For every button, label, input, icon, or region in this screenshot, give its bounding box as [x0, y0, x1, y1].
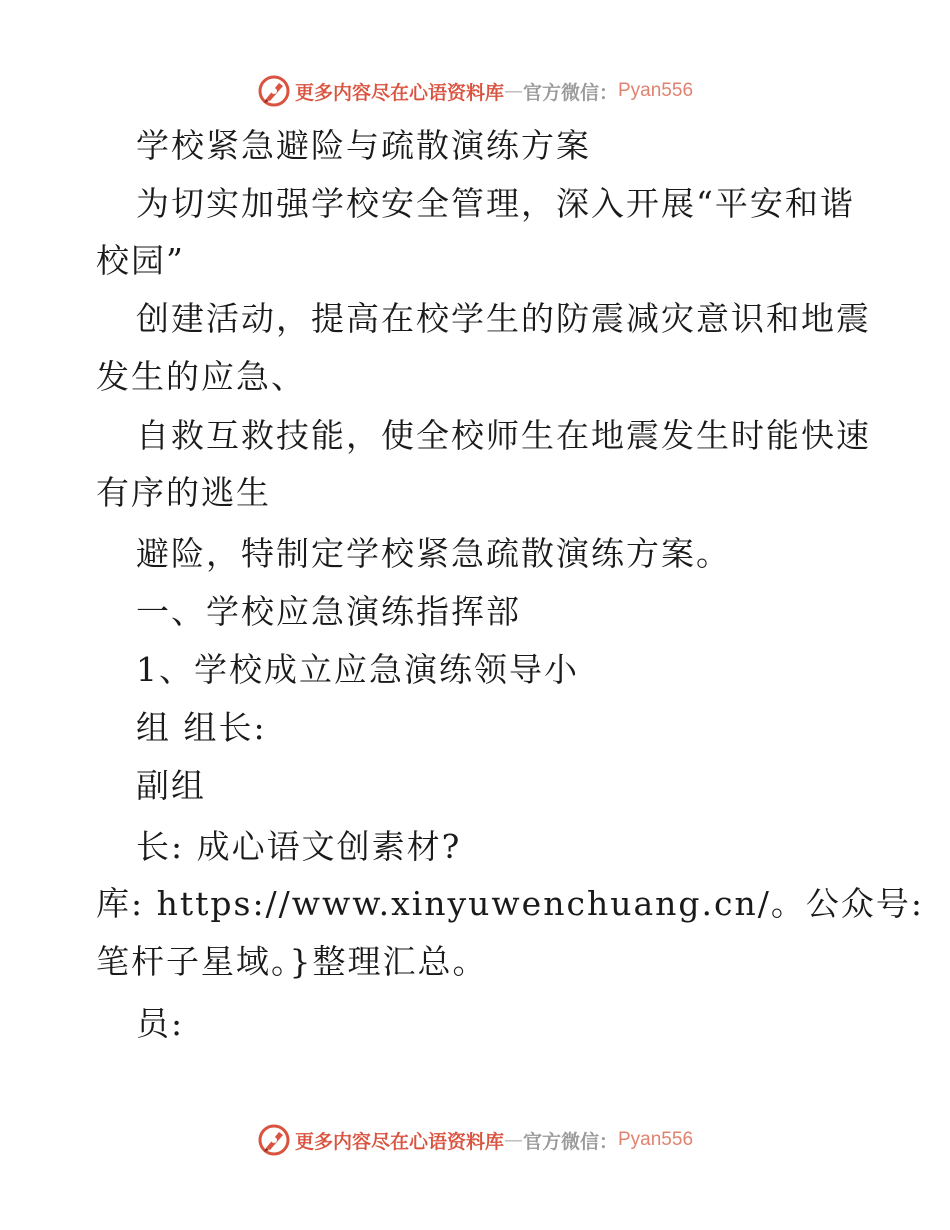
paragraph-line: 笔杆子星域。}整理汇总。 — [96, 942, 488, 981]
watermark-main-text: 更多内容尽在心语资料库 — [294, 81, 504, 104]
paragraph-line: 副组 — [136, 766, 206, 805]
footer-watermark — [0, 1120, 950, 1160]
watermark-dash: — — [503, 1129, 523, 1151]
section-heading: 一、学校应急演练指挥部 — [136, 592, 521, 631]
paragraph-line: 组 组长: — [136, 708, 267, 747]
document-title: 学校紧急避险与疏散演练方案 — [136, 126, 591, 165]
paragraph-line: 创建活动，提高在校学生的防震减灾意识和地震 — [136, 299, 871, 338]
paragraph-line: 为切实加强学校安全管理，深入开展“平安和谐 — [136, 184, 855, 223]
paragraph-line: 避险，特制定学校紧急疏散演练方案。 — [136, 534, 731, 573]
paragraph-line: 1、学校成立应急演练领导小 — [136, 650, 579, 689]
watermark-dash: — — [503, 80, 523, 102]
pen-logo-icon — [257, 1123, 291, 1157]
watermark-id: Pyan556 — [618, 80, 694, 101]
paragraph-line: 长: 成心语文创素材? — [136, 827, 462, 866]
paragraph-line: 自救互救技能，使全校师生在地震发生时能快速 — [136, 416, 871, 455]
watermark-sub-text: 官方微信： — [522, 1130, 618, 1153]
paragraph-line: 员: — [136, 1004, 185, 1043]
paragraph-line: 有序的逃生 — [96, 473, 271, 512]
paragraph-line: 校园” — [96, 241, 185, 280]
paragraph-line: 发生的应急、 — [96, 357, 306, 396]
watermark-id: Pyan556 — [618, 1129, 694, 1150]
watermark-main-text: 更多内容尽在心语资料库 — [294, 1130, 504, 1153]
watermark-sub-text: 官方微信： — [522, 81, 618, 104]
paragraph-line: 库: https://www.xinyuwenchuang.cn/。公众号: — [96, 884, 924, 923]
